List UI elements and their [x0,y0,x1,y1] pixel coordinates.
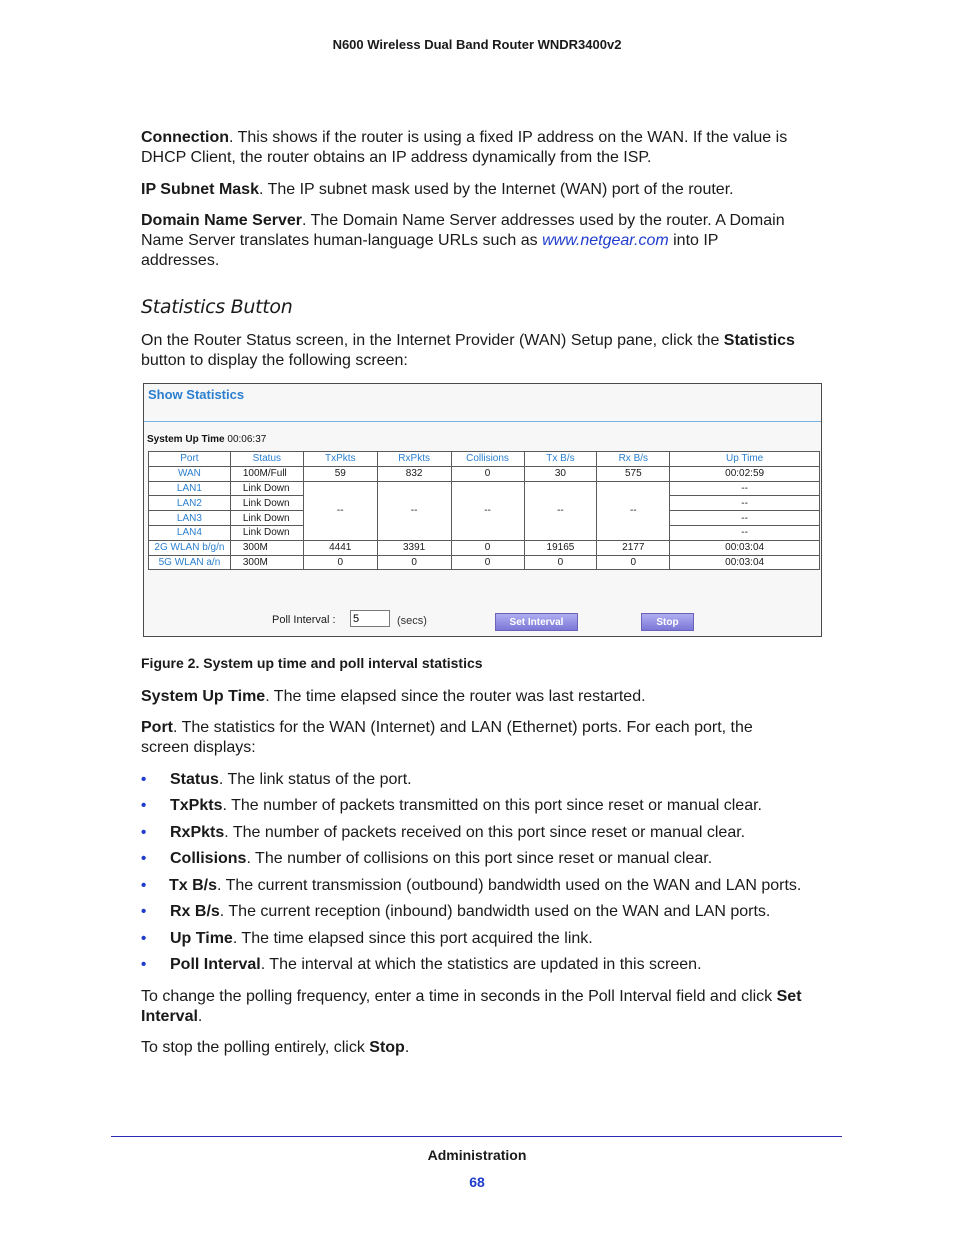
bullet-text: . The number of packets received on this port since reset or manual clear. [224,824,746,841]
bullet-term: Up Time [170,930,233,947]
bullet-text: . The time elapsed since this port acquired the link. [232,930,593,947]
uptime-value: 00:06:37 [227,434,267,445]
statistics-screenshot [143,383,822,637]
def-term: Connection [141,129,229,146]
page-number: 68 [469,1174,485,1190]
port-cell: LAN3 [149,511,231,526]
rxpkts-cell: 832 [377,466,451,481]
set-interval-button[interactable]: Set Interval [495,613,578,631]
uptime-cell: 00:03:04 [670,540,820,555]
stop-button[interactable]: Stop [641,613,694,631]
running-header: N600 Wireless Dual Band Router WNDR3400v2 [332,37,622,52]
bullet-text: . The interval at which the statistics are updated in this screen. [260,956,702,973]
port-cell: 5G WLAN a/n [149,555,231,570]
netgear-link[interactable]: www.netgear.com [542,232,669,249]
txbs-cell: 0 [524,555,597,570]
port-cell: 2G WLAN b/g/n [149,540,231,555]
bullet-term: TxPkts [170,797,223,814]
table-row [149,481,820,496]
uptime-label: System Up Time [147,434,225,445]
rxbs-cell: 0 [597,555,670,570]
def-text: addresses. [141,252,220,269]
para-bold: Stop [369,1039,405,1056]
para-text: To stop the polling entirely, click [141,1039,370,1056]
bullet-term: RxPkts [170,824,225,841]
status-cell: Link Down [230,481,303,496]
rxbs-cell: 2177 [597,540,670,555]
secs-label: (secs) [397,615,427,627]
rxbs-cell: -- [597,481,670,540]
col-header: Status [230,452,303,467]
para-text: . [197,1008,203,1025]
collisions-cell: -- [451,481,524,540]
status-cell: 100M/Full [230,466,303,481]
port-paragraph [141,718,846,758]
uptime-cell: -- [670,525,820,540]
def-text: . The Domain Name Server addresses used by the router. A Domain [301,212,785,229]
bullet-mark: • [141,797,147,814]
footer-divider [111,1136,842,1137]
status-cell: 300M [230,540,303,555]
rxbs-cell: 575 [597,466,670,481]
port-cell: LAN4 [149,525,231,540]
def-term: System Up Time [141,688,266,705]
port-cell: LAN2 [149,496,231,511]
port-cell: WAN [149,466,231,481]
uptime-cell: 00:02:59 [670,466,820,481]
def-connection [141,128,846,168]
status-cell: 300M [230,555,303,570]
section-title: Statistics Button [141,296,293,318]
def-text: screen displays: [141,739,256,756]
col-header: RxPkts [377,452,451,467]
def-dns [141,211,846,271]
collisions-cell: 0 [451,555,524,570]
uptime-cell: -- [670,496,820,511]
def-term: Domain Name Server [141,212,302,229]
show-statistics-title: Show Statistics [148,387,245,402]
bullet-mark: • [141,771,147,788]
stats-table [148,451,820,570]
para-bold: Interval [141,1008,198,1025]
bullet-mark: • [141,824,147,841]
bullet-text: . The number of collisions on this port since reset or manual clear. [246,850,713,867]
def-term: IP Subnet Mask [141,181,259,198]
txbs-cell: 30 [524,466,597,481]
col-header: Rx B/s [597,452,670,467]
stop-paragraph [141,1038,846,1058]
table-row [149,466,820,481]
bullet-term: Rx B/s [170,903,220,920]
port-cell: LAN1 [149,481,231,496]
col-header: Collisions [451,452,524,467]
para-bold: Set [776,988,802,1005]
title-divider [144,421,821,422]
table-row [149,540,820,555]
bullet-text: . The link status of the port. [218,771,412,788]
poll-interval-label: Poll Interval : [272,614,336,626]
bullet-mark: • [141,956,147,973]
change-paragraph [141,987,846,1027]
table-row [149,555,820,570]
intro-text: button to display the following screen: [141,352,408,369]
uptime-cell: -- [670,511,820,526]
bullet-term: Collisions [170,850,247,867]
col-header: TxPkts [303,452,377,467]
def-text: DHCP Client, the router obtains an IP address dynamically from the ISP. [141,149,652,166]
rxpkts-cell: 0 [377,555,451,570]
system-uptime [147,434,266,445]
intro-bold: Statistics [723,332,795,349]
txpkts-cell: -- [303,481,377,540]
status-cell: Link Down [230,511,303,526]
def-text: into IP [668,232,719,249]
poll-interval-input[interactable] [350,610,390,627]
bullet-mark: • [141,903,147,920]
intro-paragraph [141,331,846,371]
bullet-term: Status [170,771,219,788]
txpkts-cell: 0 [303,555,377,570]
figure-caption: Figure 2. System up time and poll interval statistics [141,655,483,671]
bullet-text: . The current transmission (outbound) bandwidth used on the WAN and LAN ports. [217,877,802,894]
rxpkts-cell: 3391 [377,540,451,555]
table-header-row [149,452,820,467]
bullet-mark: • [141,850,147,867]
status-cell: Link Down [230,496,303,511]
def-subnet [141,180,846,200]
para-text: To change the polling frequency, enter a time in seconds in the Poll Interval field and click [141,988,777,1005]
bullet-mark: • [141,930,147,947]
def-term: Port [141,719,173,736]
txpkts-cell: 4441 [303,540,377,555]
def-text: . The IP subnet mask used by the Internet (WAN) port of the router. [258,181,734,198]
sysup-paragraph [141,687,846,707]
txbs-cell: 19165 [524,540,597,555]
bullet-text: . The number of packets transmitted on this port since reset or manual clear. [222,797,762,814]
bullet-term: Tx B/s [169,877,218,894]
def-text: . The statistics for the WAN (Internet) and LAN (Ethernet) ports. For each port, the [173,719,753,736]
bullet-text: . The current reception (inbound) bandwidth used on the WAN and LAN ports. [219,903,771,920]
para-text: . [404,1039,410,1056]
col-header: Up Time [670,452,820,467]
collisions-cell: 0 [451,466,524,481]
rxpkts-cell: -- [377,481,451,540]
footer-title: Administration [427,1147,527,1163]
def-text: . This shows if the router is using a fixed IP address on the WAN. If the value is [229,129,788,146]
uptime-cell: -- [670,481,820,496]
col-header: Tx B/s [524,452,597,467]
txpkts-cell: 59 [303,466,377,481]
intro-text: On the Router Status screen, in the Internet Provider (WAN) Setup pane, click the [141,332,724,349]
col-header: Port [149,452,231,467]
bullet-mark: • [141,877,147,894]
uptime-cell: 00:03:04 [670,555,820,570]
status-cell: Link Down [230,525,303,540]
def-text: Name Server translates human-language URLs such as [141,232,543,249]
collisions-cell: 0 [451,540,524,555]
def-text: . The time elapsed since the router was last restarted. [265,688,646,705]
bullet-term: Poll Interval [170,956,261,973]
txbs-cell: -- [524,481,597,540]
